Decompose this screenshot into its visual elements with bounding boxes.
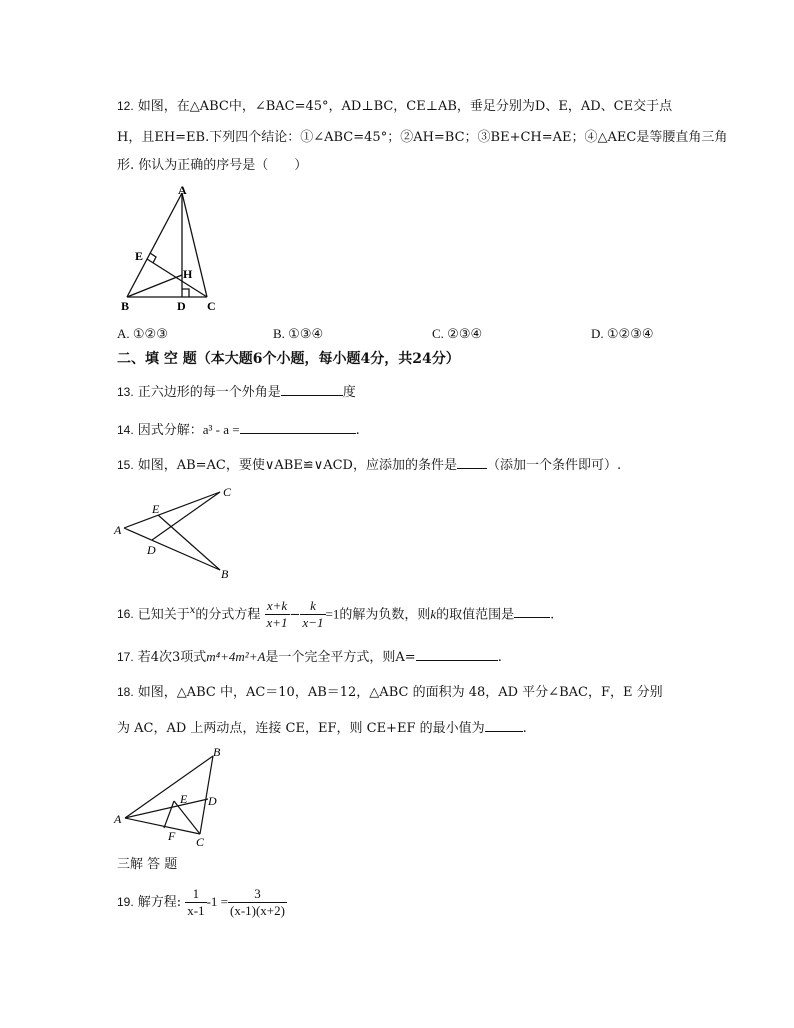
q16-number: 16. bbox=[117, 607, 134, 622]
q17-text1: 若4次3项式 bbox=[137, 650, 207, 665]
q15-label-d: D bbox=[147, 543, 156, 557]
section2-heading: 二、填 空 题（本大题6个小题，每小题4分，共24分） bbox=[117, 351, 460, 367]
q12-label-c: C bbox=[207, 299, 216, 313]
q14-period: . bbox=[355, 423, 360, 438]
q14 bbox=[117, 421, 360, 440]
q16-frac1-num: x+k bbox=[265, 598, 290, 615]
q16-fraction-1 bbox=[265, 598, 290, 631]
q18-label-c: C bbox=[196, 835, 205, 848]
q12-option-a[interactable]: A. ①②③ bbox=[117, 326, 168, 341]
q19-minus-one: -1 = bbox=[206, 894, 228, 909]
q16-text4: 的取值范围是 bbox=[436, 607, 515, 623]
q19-frac1-den: x-1 bbox=[187, 903, 205, 918]
q12-option-b[interactable]: B. ①③④ bbox=[273, 326, 324, 341]
q13 bbox=[117, 383, 356, 402]
q12-triangle-figure bbox=[115, 183, 225, 315]
q19-frac2-den: (x-1)(x+2) bbox=[229, 903, 285, 918]
section3-heading: 三解 答 题 bbox=[117, 857, 178, 872]
q19-fraction-1 bbox=[185, 886, 206, 919]
q17-expr: m⁴+4m²+A bbox=[206, 649, 266, 664]
q18-label-f: F bbox=[168, 829, 176, 843]
q16-var-x: x bbox=[189, 605, 196, 616]
q18-line2 bbox=[117, 719, 527, 738]
q16-text2: 的分式方程 bbox=[195, 607, 261, 623]
q17-number: 17. bbox=[117, 650, 134, 664]
q16 bbox=[117, 594, 554, 632]
q16-answer-blank[interactable] bbox=[514, 605, 550, 618]
q19-text: 解方程: bbox=[137, 895, 182, 910]
q18-label-b: B bbox=[213, 748, 221, 759]
q15-text: 如图，AB=AC，要使∨ABE≌∨ACD，应添加的条件是 bbox=[137, 458, 457, 473]
q18-label-e: E bbox=[180, 792, 188, 806]
q18-line1 bbox=[117, 683, 663, 702]
q12-number: 12. bbox=[117, 99, 134, 113]
q12-label-b: B bbox=[121, 299, 130, 313]
q15-label-c: C bbox=[223, 485, 232, 499]
q15-label-b: B bbox=[221, 567, 229, 581]
q15-number: 15. bbox=[117, 458, 134, 472]
q18-text-line1: 如图，△ABC 中，AC＝10，AB＝12，△ABC 的面积为 48，AD 平分∠BAC，F，E 分别 bbox=[137, 685, 663, 700]
q12-label-h: H bbox=[183, 267, 193, 281]
q17 bbox=[117, 648, 502, 667]
q12-text-line1: 如图，在△ABC中，∠BAC=45°，AD⊥BC，CE⊥AB，垂足分别为D、E，AD、CE交于点 bbox=[137, 99, 673, 114]
q14-text: 因式分解： bbox=[137, 423, 203, 438]
q15-hint: （添加一个条件即可）. bbox=[486, 458, 622, 473]
q19-number: 19. bbox=[117, 895, 134, 909]
q15-answer-blank[interactable] bbox=[457, 456, 487, 469]
q15-label-e: E bbox=[152, 502, 160, 516]
q19-frac1-num: 1 bbox=[185, 886, 206, 903]
q18-answer-blank[interactable] bbox=[485, 719, 523, 732]
q18-label-d: D bbox=[208, 794, 217, 808]
q12-line2: H，且EH=EB.下列四个结论：①∠ABC=45°；②AH=BC；③BE+CH=AE；④△AEC是等腰直角三角 bbox=[117, 130, 728, 145]
q12-option-c[interactable]: C. ②③④ bbox=[432, 326, 483, 341]
q18-text-line2: 为 AC，AD 上两动点，连接 CE，EF，则 CE+EF 的最小值为 bbox=[117, 721, 485, 736]
q12-label-a: A bbox=[178, 183, 187, 197]
q15-figure bbox=[112, 482, 242, 582]
q16-period: . bbox=[550, 607, 555, 623]
q16-text1: 已知关于 bbox=[137, 607, 190, 623]
q16-fraction-2 bbox=[300, 598, 325, 631]
q13-answer-blank[interactable] bbox=[281, 383, 343, 396]
q17-answer-blank[interactable] bbox=[416, 648, 498, 661]
q13-number: 13. bbox=[117, 385, 134, 399]
q14-answer-blank[interactable] bbox=[240, 421, 356, 434]
q19-fraction-2 bbox=[228, 886, 287, 919]
q16-eq: =1 bbox=[325, 606, 340, 622]
q12-option-d[interactable]: D. ①②③④ bbox=[591, 326, 654, 341]
q14-number: 14. bbox=[117, 423, 134, 437]
q19-frac2-num: 3 bbox=[228, 886, 287, 903]
q18-label-a: A bbox=[114, 812, 122, 826]
q18-number: 18. bbox=[117, 685, 134, 699]
q15 bbox=[117, 456, 621, 475]
q13-text: 正六边形的每一个外角是 bbox=[137, 385, 281, 400]
q18-figure bbox=[112, 748, 232, 848]
q12-label-e: E bbox=[135, 249, 144, 263]
q14-expr: a³ - a = bbox=[202, 422, 240, 437]
q12-line3: 形. 你认为正确的序号是（ ） bbox=[117, 158, 308, 173]
q16-var-k: k bbox=[430, 606, 437, 622]
q12-label-d: D bbox=[177, 299, 186, 313]
q16-minus: − bbox=[289, 607, 301, 623]
q17-period: . bbox=[497, 650, 502, 665]
q16-frac1-den: x+1 bbox=[266, 615, 288, 631]
q13-unit: 度 bbox=[342, 385, 356, 400]
q16-frac2-den: x−1 bbox=[302, 615, 324, 631]
q15-label-a: A bbox=[114, 523, 122, 537]
q19 bbox=[117, 884, 287, 921]
q16-text3: 的解为负数，则 bbox=[339, 607, 431, 623]
q16-frac2-num: k bbox=[300, 598, 325, 615]
q12-line1 bbox=[117, 97, 672, 116]
q17-text2: 是一个完全平方式，则A= bbox=[265, 650, 416, 665]
q18-period: . bbox=[522, 721, 527, 736]
